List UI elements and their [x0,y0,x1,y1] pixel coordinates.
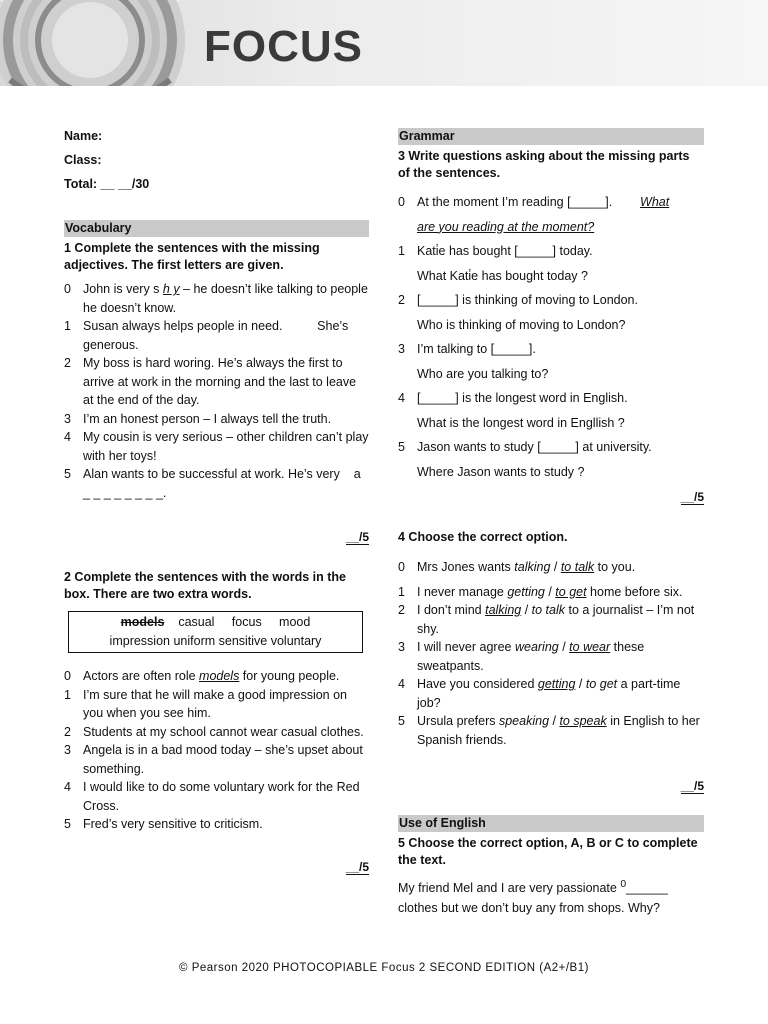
item-number: 1 [64,687,71,702]
item-number: 1 [398,244,405,258]
item-text [417,288,704,337]
item-text: I will never agree wearing / to wear these sweatpants. [417,640,645,673]
item-number: 3 [64,743,71,757]
item-number: 2 [64,724,71,739]
item-number: 3 [398,640,405,654]
page-header [0,0,768,86]
exercise-1-item [64,428,373,465]
item-text: Susan always helps people in need. She’s generous. [83,319,352,352]
item-text: Fred’s very sensitive to criticism. [83,817,263,831]
exercise-3-item [398,337,704,386]
item-text: I don’t mind talking / to talk to a journalist – I’m not shy. [417,603,695,636]
item-text: I’m sure that he will make a good impression on you when you see him. [83,687,348,720]
exercise-3-instruction: 3 Write questions asking about the missing parts of the sentences. [398,149,690,180]
option-b: to talk [560,560,595,574]
item-question: Who is thinking of moving to London? [417,317,626,332]
item-text: Alan wants to be successful at work. He’s very a _ _ _ _ _ _ _ _. [83,467,365,500]
grammar-section-header: Grammar [398,128,704,145]
item-number: 5 [398,714,405,728]
item-number: 5 [398,440,405,454]
item-text: Ursula prefers speaking / to speak in English to her Spanish friends. [417,714,700,747]
option-b: to talk [531,603,566,617]
item-text: I’m an honest person – I always tell the truth. [83,411,332,426]
exercise-1-item [64,280,369,317]
exercise-1-item [64,465,369,502]
exercise-1-item [64,410,369,429]
page-footer: © Pearson 2020 PHOTOCOPIABLE Focus 2 SECOND EDITION (A2+/B1) [179,962,589,974]
option-a: speaking [498,714,550,728]
exercise-3-item-0: 0 At the moment I’m reading [_____]. What are you reading at the moment? [398,195,670,234]
exercise-3-item [398,435,704,484]
item-question: Where Jason wants to study ? [417,464,585,479]
item-text: I would like to do some voluntary work for the Red Cross. [83,780,360,813]
exercise-5-text: My friend Mel and I are very passionate $^0$______ clothes but we don’t buy any from shops. Why? [398,879,668,915]
exercise-3-item [398,288,704,337]
item-number: 0 [64,669,71,683]
item-text: My boss is hard woring. He’s always the first to arrive at work in the morning and the last to leave at the end of the day. [83,356,360,407]
exercise-4-item [398,675,704,712]
exercise-4-instruction: 4 Choose the correct option. [398,530,568,544]
item-number: 1 [398,584,405,599]
exercise-4-item [398,712,704,749]
item-text [417,386,704,435]
exercise-1-score: __/5 [345,530,369,544]
word-box-line-2: impression uniform sensitive voluntary [109,634,322,648]
brand-title: FOCUS [204,22,363,71]
word-box-line-1: casual focus mood [164,615,311,629]
exercise-3-score: __/5 [680,490,704,504]
item-number: 4 [398,677,405,691]
exercise-3-item [398,239,704,288]
class-field-label: Class: [64,153,102,167]
item-number: 4 [64,780,71,794]
item-sentence: [_____] is thinking of moving to London. [417,293,638,307]
exercise-2-list [64,667,369,834]
exercise-2-item [64,723,369,742]
item-text: Have you considered getting / to get a part-time job? [417,677,681,710]
exercise-3-list [398,239,704,484]
exercise-2-instruction: 2 Complete the sentences with the words in the box. There are two extra words. [64,570,346,601]
total-field-label: Total: __ __/30 [64,177,150,191]
word-box [68,611,363,653]
example-answer: models [199,669,240,683]
exercise-3-item [398,386,704,435]
item-question: What is the longest word in Engllish ? [417,415,625,430]
exercise-3-example-answer: What [640,195,670,209]
exercise-2-score: __/5 [345,859,369,874]
left-column [64,126,373,874]
item-number: 3 [64,411,71,426]
item-text: Actors are often role models for young people. [83,669,340,683]
item-number: 0 [398,560,405,574]
vocabulary-section-header: Vocabulary [64,220,369,237]
right-column [398,126,704,918]
item-sentence: I’m talking to [_____]. [417,342,536,356]
item-sentence: Jason wants to study [_____] at university. [417,440,652,454]
focus-logo-swirl [0,0,200,86]
exercise-2-item [64,741,369,778]
option-b: to get [555,584,587,599]
item-question: Who are you talking to? [417,366,549,381]
option-b: to speak [559,714,607,728]
item-text [417,435,704,484]
item-text: Students at my school cannot wear casual clothes. [83,724,364,739]
option-a: talking [485,603,522,617]
exercise-5-instruction: 5 Choose the correct option, A, B or C to complete the text. [398,836,698,867]
exercise-2-item [64,686,369,723]
item-number: 5 [64,817,71,831]
item-number: 2 [398,293,405,307]
exercise-4-item [398,638,704,675]
exercise-1-item [64,317,369,354]
exercise-4-item [398,601,704,638]
use-of-english-section-header: Use of English [398,815,704,832]
item-text: I never manage getting / to get home before six. [417,584,683,599]
item-number: 4 [398,391,405,405]
option-b: to wear [569,640,611,654]
item-number: 2 [64,356,71,370]
item-text: My cousin is very serious – other children can’t play with her toys! [83,430,373,463]
item-text [417,337,704,386]
item-text: Mrs Jones wants talking / to talk to you. [417,560,636,574]
option-a: getting [537,677,576,691]
item-number: 2 [398,603,405,617]
option-b: to get [585,677,618,691]
exercise-1-instruction: 1 Complete the sentences with the missing adjectives. The first letters are given. [64,241,320,272]
item-number: 0 [64,282,71,296]
item-number: 3 [398,342,405,356]
example-answer: h y [162,282,180,296]
item-sentence: [_____] is the longest word in English. [417,391,628,405]
exercise-4-item [398,558,704,577]
exercise-4-score: __/5 [680,779,704,793]
word-box-struck-word: models [120,615,165,629]
exercise-4-list [398,558,704,749]
exercise-1-item [64,354,369,410]
name-field-label: Name: [64,129,103,143]
item-number: 5 [64,467,71,481]
item-number: 1 [64,319,71,333]
exercise-2-item [64,778,369,815]
item-text: John is very s h y – he doesn’t like talking to people he doesn’t know. [83,282,368,315]
item-text [417,239,704,288]
exercise-2-item [64,667,369,686]
item-text: Angela is in a bad mood today – she’s upset about something. [83,743,363,776]
item-number: 4 [64,430,71,444]
option-a: wearing [514,640,559,654]
item-sentence: Kati̇e has bought [_____] today. [417,244,593,258]
exercise-4-item [398,583,704,602]
exercise-2-item [64,815,369,834]
option-a: getting [507,584,545,599]
item-question: What Kati̇e has bought today ? [417,268,588,283]
option-a: talking [514,560,551,574]
exercise-1-list [64,280,373,502]
